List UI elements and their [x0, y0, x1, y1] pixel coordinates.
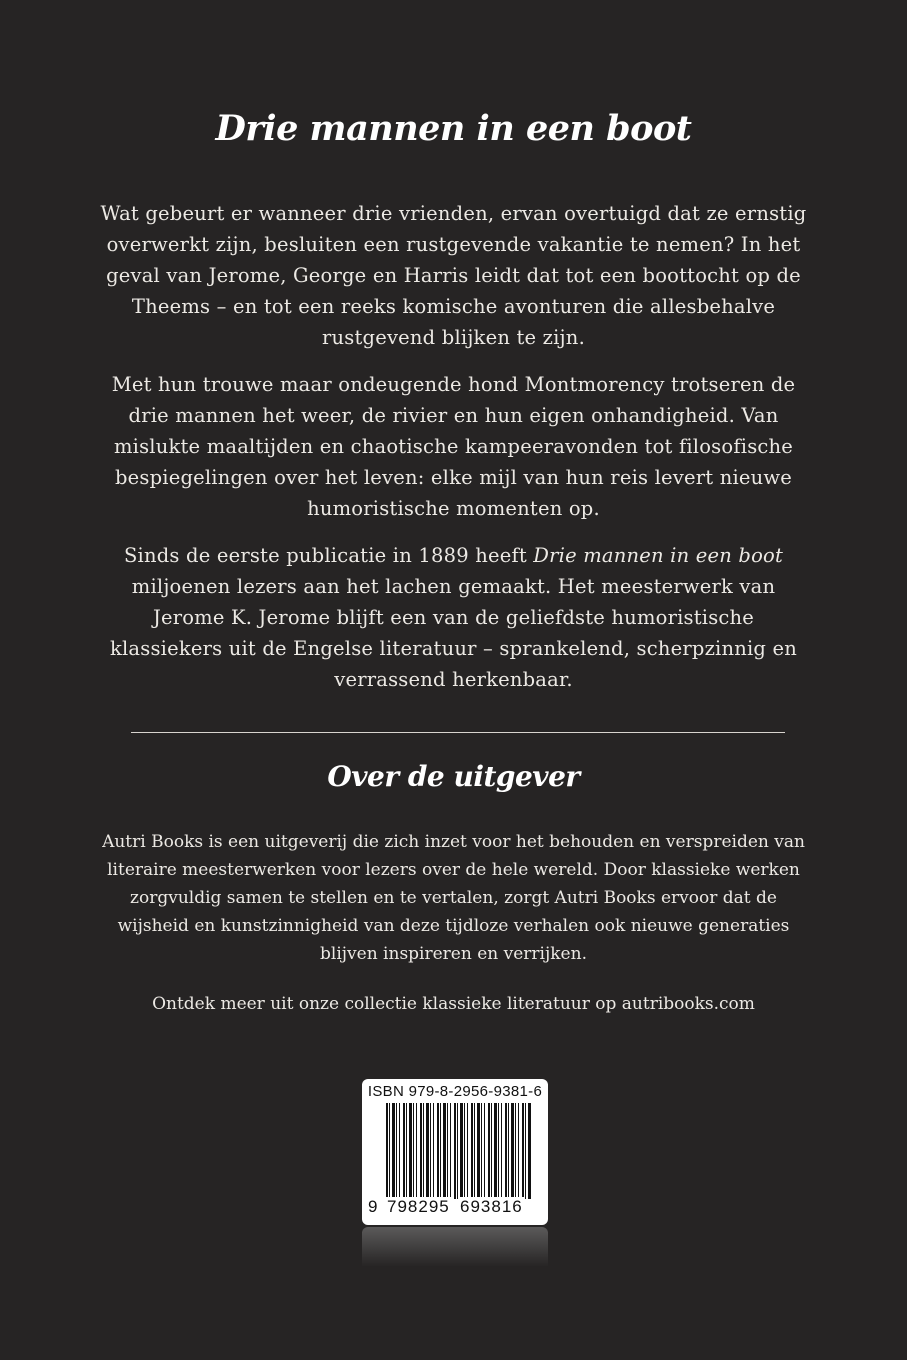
- barcode-reflection: [362, 1227, 548, 1267]
- publisher-info: [100, 828, 807, 1040]
- barcode-bars: [386, 1103, 532, 1199]
- book-title: Drie mannen in een boot: [215, 108, 692, 149]
- description-p3-end: miljoenen lezers aan het lachen gemaakt. Het meesterwerk van Jerome K. Jerome blijft een van de geliefdste humoristische klassiekers uit de Engelse literatuur – sprankelend, scherpzinnig en verrassend herkenbaar.: [109, 575, 798, 691]
- description-paragraph-3: [100, 540, 807, 695]
- book-description: [100, 198, 807, 711]
- description-p3-start: Sinds de eerste publicatie in 1889 heeft: [123, 544, 534, 567]
- publisher-paragraph-1: Autri Books is een uitgeverij die zich inzet voor het behouden en verspreiden van literaire meesterwerken voor lezers over de hele wereld. Door klassieke werken zorgvuldig samen te stellen en te vertalen, zorgt Autri Books ervoor dat de wijsheid en kunstzinnigheid van deze tijdloze verhalen ook nieuwe generaties blijven inspireren en verrijken.: [102, 832, 805, 964]
- description-p3-book-title: Drie mannen in een boot: [533, 544, 783, 567]
- barcode-digit-group-2: 693816: [460, 1197, 523, 1216]
- isbn-label: ISBN 979-8-2956-9381-6: [367, 1083, 543, 1100]
- barcode-digits: [362, 1197, 548, 1221]
- publisher-website-line: Ontdek meer uit onze collectie klassieke literatuur op autribooks.com: [152, 994, 755, 1014]
- description-paragraph-1: Wat gebeurt er wanneer drie vrienden, ervan overtuigd dat ze ernstig overwerkt zijn, besluiten een rustgevende vakantie te nemen? In het geval van Jerome, George en Harris leidt dat tot een boottocht op de Theems – en tot een reeks komische avonturen die allesbehalve rustgevend blijken te zijn.: [100, 202, 807, 349]
- publisher-heading: Over de uitgever: [327, 760, 580, 793]
- barcode-digit-first: 9: [368, 1197, 379, 1216]
- section-divider: [131, 732, 785, 733]
- isbn-barcode: [362, 1079, 548, 1225]
- barcode-digit-group-1: 798295: [387, 1197, 450, 1216]
- description-paragraph-2: Met hun trouwe maar ondeugende hond Montmorency trotseren de drie mannen het weer, de rivier en hun eigen onhandigheid. Van mislukte maaltijden en chaotische kampeeravonden tot filosofische bespiegelingen over het leven: elke mijl van hun reis levert nieuwe humoristische momenten op.: [111, 373, 796, 520]
